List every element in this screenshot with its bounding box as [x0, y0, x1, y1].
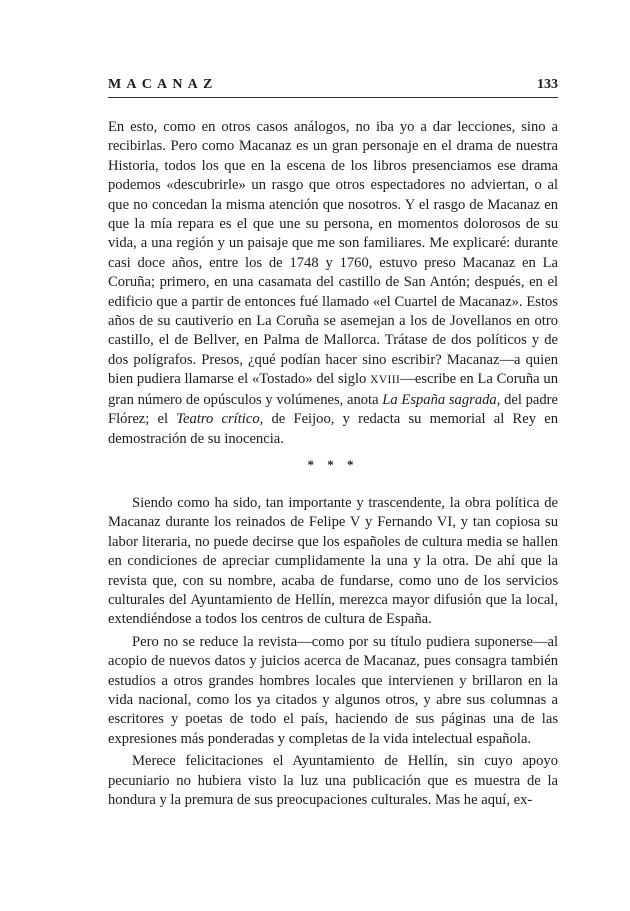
page-number: 133 — [537, 77, 558, 92]
paragraph-1-text-2: —escribe en La Coruña un gran número de opúsculos y volúmenes, anota — [108, 371, 558, 408]
century-numeral: XVIII — [370, 374, 401, 387]
work-title-teatro-critico: Teatro crítico, — [176, 411, 264, 428]
paragraph-2: Siendo como ha sido, tan importante y trascendente, la obra política de Macanaz durante los reinados de Felipe V y Fernando VI, y tan copiosa su labor literaria, no puede decirse que los españoles de cultura media se hallen en condiciones de apreciar cumplidamente la una y la otra. De ahí que la revista que, con su nombre, acaba de fundarse, como uno de los servicios culturales del Ayuntamiento de Hellín, merezca mayor difusión que la local, extendiéndose a todos los centros de cultura de España. — [108, 495, 558, 628]
text-block-top — [108, 118, 558, 449]
paragraph-1-text-4: de Feijoo, y redacta su memorial al Rey en demostración de su inocencia. — [108, 411, 558, 447]
paragraph-1-text: En esto, como en otros casos análogos, no iba yo a dar lecciones, sino a recibirlas. Pero como Macanaz es un gran personaje en el drama de nuestra Historia, todos los que en la escena de los libros presenciamos ese drama podemos «descubrirle» un rasgo que otros espectadores no adviertan, o al que no concedan la misma atención que nosotros. Y el rasgo de Macanaz en que la mía repara es el que une su persona, en momentos dolorosos de su vida, a una región y un paisaje que me son familiares. Me explicaré: durante casi doce años, entre los de 1748 y 1760, estuvo preso Macanaz en La Coruña; primero, en una casamata del castillo de San Antón; después, en el edificio que a partir de entonces fué llamado «el Cuartel de Macanaz». Estos años de su cautiverio en La Coruña se asemejan a los de Jovellanos en otro castillo, el de Bellver, en Palma de Mallorca. Trátase de dos políticos y de dos polígrafos. Presos, ¿qué podían hacer sino escribir? Macanaz—a quien bien pudiera llamarse el «Tostado» del siglo — [108, 119, 558, 388]
text-block-bottom — [108, 494, 558, 811]
section-separator: * * * — [307, 457, 359, 472]
running-header — [108, 76, 558, 100]
paragraph-1 — [108, 118, 558, 449]
header-rule — [108, 97, 558, 98]
paragraph-3: Pero no se reduce la revista—como por su título pudiera suponerse—al acopio de nuevos datos y juicios acerca de Macanaz, pues consagra también estudios a otros grandes hombres locales que intervienen y brillaron en la vida nacional, como los ya citados y algunos otros, y abre sus columnas a escritores y poetas de todo el país, haciendo de sus páginas una de las expresiones más ponderadas y completas de la vida intelectual española. — [108, 633, 558, 747]
paragraph-1-text-3: del padre Flórez; el — [108, 391, 558, 428]
work-title-espana-sagrada: La España sagrada, — [382, 391, 501, 408]
paragraph-4: Merece felicitaciones el Ayuntamiento de Hellín, sin cuyo apoyo pecuniario no hubiera visto la luz una publicación que es muestra de la hondura y la premura de sus preocupaciones culturales. Mas he aquí, ex- — [108, 753, 558, 809]
running-title: MACANAZ — [108, 77, 218, 92]
